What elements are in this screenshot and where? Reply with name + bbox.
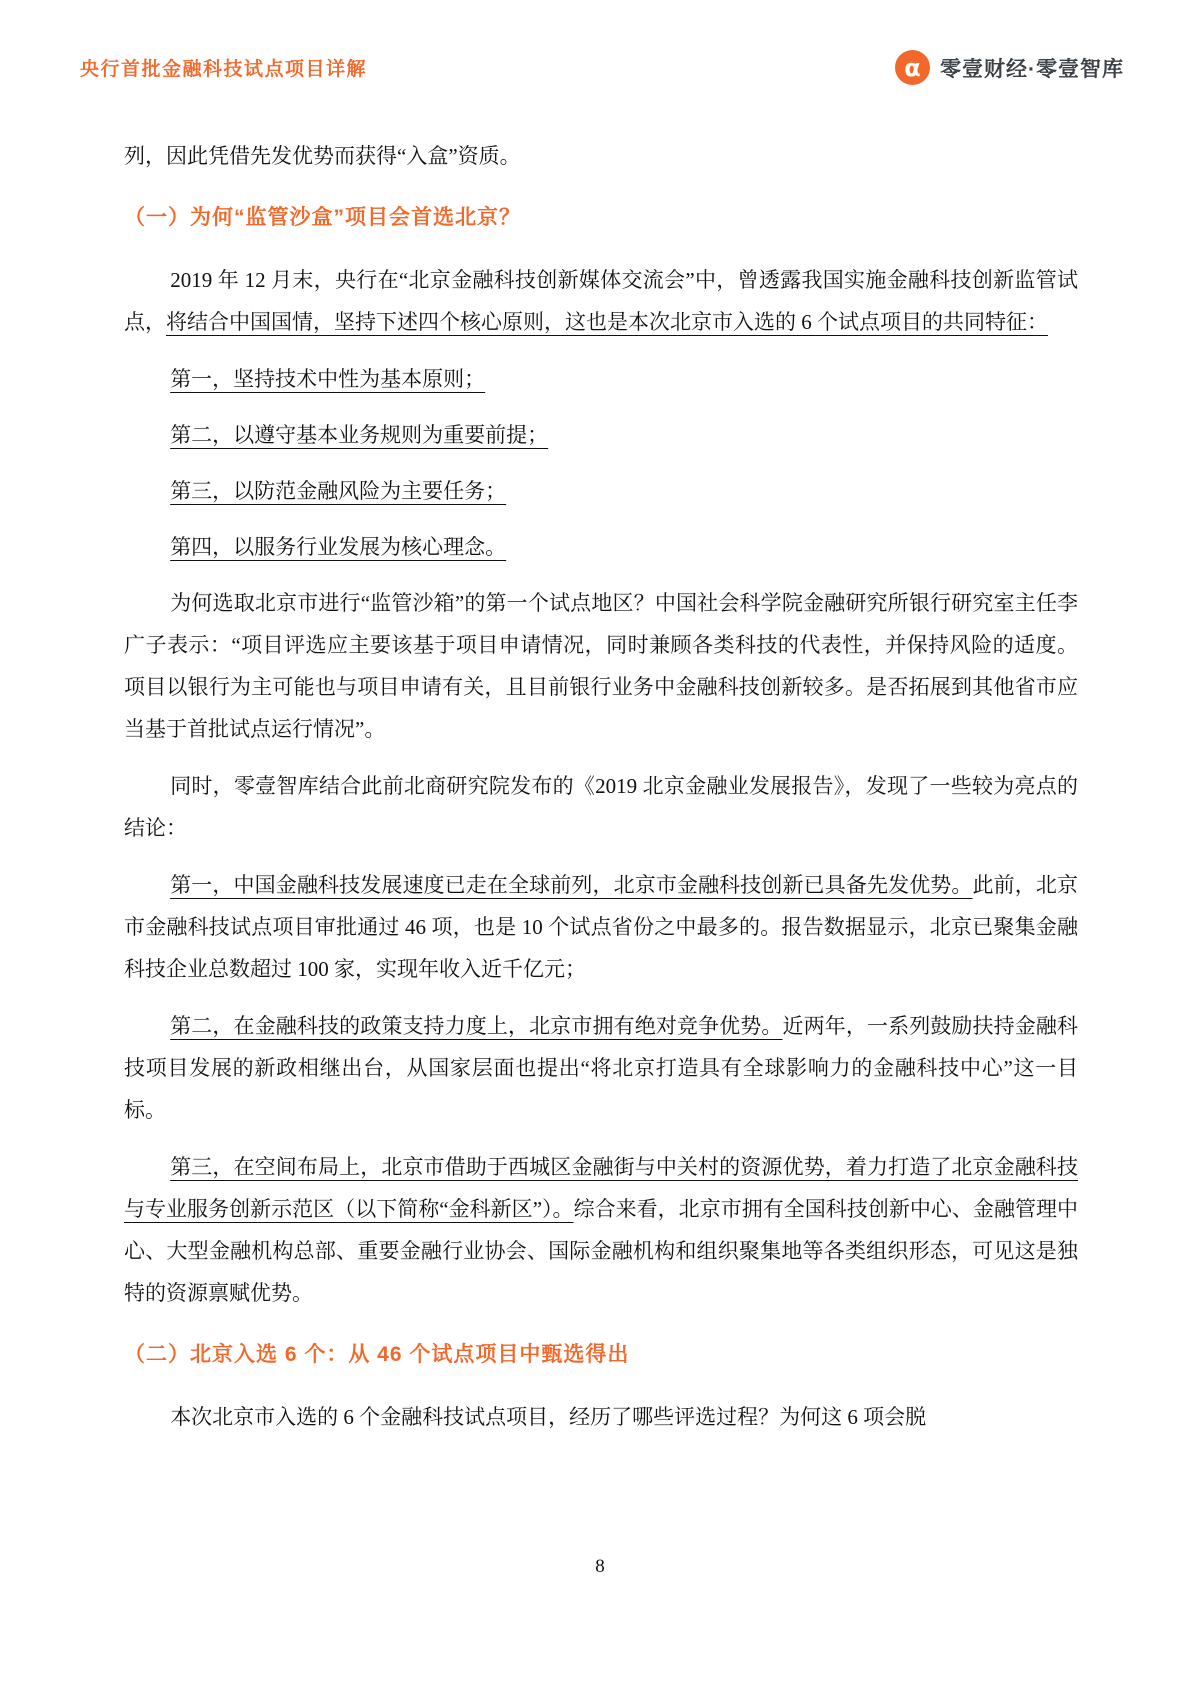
paragraph-continuation: 列，因此凭借先发优势而获得“入盒”资质。 [124, 144, 521, 168]
page-number: 8 [595, 1556, 605, 1577]
underlined-text-segment: 第四，以服务行业发展为核心理念。 [170, 535, 507, 559]
principle-item-1 [124, 358, 1078, 400]
underlined-text-segment: 将结合中国国情，坚持下述四个核心原则，这也是本次北京市入选的 6 个试点项目的共同特征： [166, 310, 1048, 334]
principle-item-4 [124, 526, 1078, 568]
text-segment: 近两年，一系列鼓励扶持金融科技项目发展的新政相继出台，从国家层面也提出“将北京打造具有全球影响力的金融科技中心”这一目标。 [124, 1014, 1079, 1122]
underlined-text-segment: 第三，在空间布局上，北京市借助于西城区金融街与中关村的资源优势，着力打造了北京金融科技与专业服务创新示范区（以下简称“金科新区”）。 [124, 1155, 1078, 1221]
underlined-text-segment: 第二，在金融科技的政策支持力度上，北京市拥有绝对竞争优势。 [170, 1014, 783, 1038]
brand-alpha-icon [895, 50, 930, 85]
paragraph-report-intro: 同时，零壹智库结合此前北商研究院发布的《2019 北京金融业发展报告》，发现了一些较为亮点的结论： [124, 774, 1078, 840]
paragraph-conclusion-3 [124, 1146, 1078, 1314]
running-head-title: 央行首批金融科技试点项目详解 [80, 59, 368, 80]
underlined-text-segment: 第一，坚持技术中性为基本原则； [170, 367, 486, 391]
paragraph-conclusion-2 [124, 1005, 1078, 1131]
page-footer [0, 1556, 1200, 1578]
underlined-text-segment: 第二，以遵守基本业务规则为重要前提； [170, 423, 549, 447]
section-heading-2: （二）北京入选 6 个：从 46 个试点项目中甄选得出 [124, 1343, 630, 1366]
section-heading-1: （一）为何“监管沙盒”项目会首选北京？ [124, 206, 521, 229]
brand-logo [895, 50, 1124, 85]
text-segment: 2019 年 12 月末，央行在“北京金融科技创新媒体交流会”中，曾透露我国实施金融科技创新监管试点， [124, 268, 1078, 334]
underlined-text-segment: 第一，中国金融科技发展速度已走在全球前列，北京市金融科技创新已具备先发优势。 [170, 873, 973, 897]
document-body [0, 85, 1200, 1438]
paragraph-selection-process: 本次北京市入选的 6 个金融科技试点项目，经历了哪些评选过程？为何这 6 项会脱 [170, 1405, 927, 1429]
brand-name: 零壹财经·零壹智库 [940, 57, 1124, 81]
paragraph-expert-quote: 为何选取北京市进行“监管沙箱”的第一个试点地区？中国社会科学院金融研究所银行研究室主任李广子表示：“项目评选应主要该基于项目申请情况，同时兼顾各类科技的代表性，并保持风险的适度。项目以银行为主可能也与项目申请有关，且目前银行业务中金融科技创新较多。是否拓展到其他省市应当基于首批试点运行情况”。 [124, 591, 1078, 741]
logo-glyph: α [904, 53, 921, 82]
page-header [0, 0, 1200, 85]
paragraph-core-principles-intro [124, 259, 1078, 343]
principle-item-3 [124, 470, 1078, 512]
principle-item-2 [124, 414, 1078, 456]
text-segment: 综合来看，北京市拥有全国科技创新中心、金融管理中心、大型金融机构总部、重要金融行业协会、国际金融机构和组织聚集地等各类组织形态，可见这是独特的资源禀赋优势。 [124, 1197, 1079, 1305]
underlined-text-segment: 第三，以防范金融风险为主要任务； [170, 479, 507, 503]
paragraph-conclusion-1 [124, 864, 1078, 990]
text-segment: 此前，北京市金融科技试点项目审批通过 46 项，也是 10 个试点省份之中最多的。报告数据显示，北京已聚集金融科技企业总数超过 100 家，实现年收入近千亿元； [124, 873, 1079, 981]
